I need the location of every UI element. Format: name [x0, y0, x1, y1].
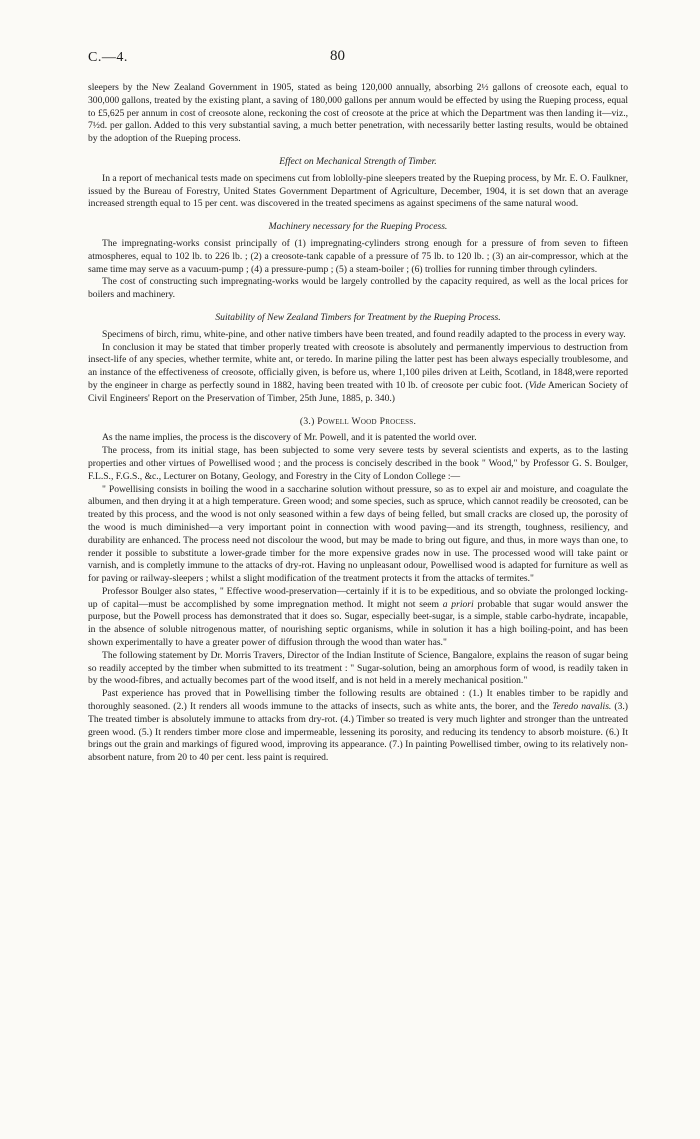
section-heading-machinery: Machinery necessary for the Rueping Process.: [268, 221, 448, 233]
powell-paragraph-4: [88, 586, 628, 650]
powell-p6-part-b: (3.) The treated timber is absolutely immune to attacks from dry-rot. (4.) Timber so treated is very much lighter and stronger than the untreated green wood. (5.) It renders timber more close and impermeable, lessening its porosity, and reducing its tendency to absorb moisture. (6.) It brings out the grain and markings of figured wood, improving its appearance. (7.) In painting Powellised timber, owing to its relatively non-absorbent nature, from 20 to 40 per cent. less paint is required.: [88, 701, 629, 764]
page-body: [88, 82, 628, 765]
section-heading-effect: Effect on Mechanical Strength of Timber.: [279, 155, 437, 167]
powell-paragraph-6: [88, 688, 628, 765]
intro-paragraph: sleepers by the New Zealand Government in 1905, stated as being 120,000 annually, absorbing 2½ gallons of creosote each, equal to 300,000 gallons, treated by the existing plant, a saving of 180,000 gallons per annum would be effected by using the Rueping process, equal to £5,625 per annum in cost of creosote alone, reckoning the cost of creosote at the price at which the Department was then landing it—viz., 7½d. per gallon. Added to this very substantial saving, a much better penetration, with necessarily better lasting results, would be obtained by the adoption of the Rueping process.: [88, 82, 628, 145]
machinery-paragraph-2: The cost of constructing such impregnating-works would be largely controlled by the capacity required, as well as the local prices for boilers and machinery.: [88, 276, 628, 301]
section-heading-powell: (3.) Powell Wood Process.: [299, 415, 417, 427]
suitability-paragraph-1: Specimens of birch, rimu, white-pine, and other native timbers have been treated, and found readily adapted to the process in every way.: [102, 328, 626, 340]
powell-p6-part-a: Past experience has proved that in Powellising timber the following results are obtained : (1.) It enables timber to be rapidly and thoroughly seasoned. (2.) It renders all woods immune to the attacks of insects, such as white ants, the borer, and the: [88, 688, 628, 713]
powell-p4-italic: a priori: [442, 598, 474, 610]
vide-reference: American Society of Civil Engineers' Report on the Preservation of Timber, 25th June, 1885, p. 340.): [88, 379, 629, 404]
powell-paragraph-1: As the name implies, the process is the discovery of Mr. Powell, and it is patented the world over.: [102, 432, 477, 444]
document-reference: C.—4.: [88, 50, 128, 65]
page-number: 80: [330, 48, 345, 64]
powell-quote-paragraph: " Powellising consists in boiling the wood in a saccharine solution without pressure, so as to expel air and moisture, and coagulate the albumen, and then drying it at a high temperature. Green wood; and some species, such as spruce, which cannot readily be creosoted, can be treated by this process, and the wood is not only seasoned within a few days of being felled, but small cracks are closed up, the porosity of the wood is much diminished—a very important point in connection with wood paving—and its strength, toughness, resiliency, and durability are enhanced. The process need not discolour the wood, but may be made to bring out figure, and thus, in more ways than one, to render it possible to substitute a lower-grade timber for the more expensive grades now in use. The processed wood will take paint or varnish, and is completly immune to the attacks of dry-rot. Having no unpleasant odour, Powellised wood is adapted for furniture as well as for paving or railway-sleepers ; whilst a slight modification of the treatment protects it from the attacks of termites.": [88, 483, 628, 585]
powell-p4-part-a: Professor Boulger also states, " Effective wood-preservation—certainly if it is to be expeditious, and so obviate the prolonged locking-up of capital—must be accomplished by some impregnation method. It might not seem: [88, 585, 628, 610]
powell-paragraph-2: The process, from its initial stage, has been subjected to some very severe tests by several scientists and experts, as to the lasting properties and other virtues of Powellised wood ; and the process is concisely described in the book " Wood," by Professor G. S. Boulger, F.L.S., F.G.S., &c., Lecturer on Botany, Geology, and Forestry in the City of London College :—: [88, 445, 628, 482]
powell-p4-part-b: probable that sugar would answer the purpose, but the Powell process has demonstrated that it does so. Sugar, especially beet-sugar, is a simple, stable carbo-hydrate, incapable, in the absence of soluble nitrogenous matter, of nourishing septic organisms, while in solution it has a high boiling-point, and has been shown experimentally to have a greater power of diffusion through the wood than water has.": [88, 598, 628, 649]
powell-paragraph-5: The following statement by Dr. Morris Travers, Director of the Indian Institute of Science, Bangalore, explains the reason of sugar being so readily accepted by the timber when submitted to its treatment : " Sugar-solution, being an amorphous form of wood, is readily taken in by the wood-fibres, and actually becomes part of the wood itself, and is not held in a merely mechanical position.": [88, 649, 628, 687]
suitability-paragraph-2-text: In conclusion it may be stated that timber properly treated with creosote is absolutely and permanently impervious to destruction from insect-life of any species, whether termite, white ant, or teredo. In marine piling the latter pest has been always especially troublesome, and an instance of the effectiveness of creosote, officially given, is before us, where 1,100 piles driven at Leith, Scotland, in 1848,were reported by the engineer in charge as perfectly sound in 1882, having been treated with 10 lb. of creosote per cubic foot.: [88, 341, 628, 391]
vide-reference-lead: Vide: [528, 379, 546, 391]
suitability-paragraph-2: In conclusion it may be stated that timber properly treated with creosote is absolutely and permanently impervious to destruction from insect-life of any species, whether termite, white ant, or teredo. In marine piling the latter pest has been always especially troublesome, and an instance of the effectiveness of creosote, officially given, is before us, where 1,100 piles driven at Leith, Scotland, in 1848,were reported by the engineer in charge as perfectly sound in 1882, having been treated with 10 lb. of creosote per cubic foot. (Vide American Society of Civil Engineers' Report on the Preservation of Timber, 25th June, 1885, p. 340.): [88, 341, 629, 404]
powell-p6-italic: Teredo navalis.: [552, 701, 612, 713]
effect-paragraph: In a report of mechanical tests made on specimens cut from loblolly-pine sleepers treated by the Rueping process, by Mr. E. O. Faulkner, issued by the Bureau of Forestry, United States Government Department of Agriculture, December, 1904, it is set down that an average increased strength equal to 15 per cent. was discovered in the treated specimens as against specimens of the same natural wood.: [88, 172, 628, 210]
machinery-paragraph-1: The impregnating-works consist principally of (1) impregnating-cylinders strong enough for a pressure of from seven to fifteen atmospheres, equal to 102 lb. to 226 lb. ; (2) a creosote-tank capable of a pressure of 75 lb. to 120 lb. ; (3) an air-compressor, which at the same time may serve as a vacuum-pump ; (4) a pressure-pump ; (5) a steam-boiler ; (6) trollies for running timber through cylinders.: [88, 237, 628, 275]
section-heading-suitability: Suitability of New Zealand Timbers for Treatment by the Rueping Process.: [215, 311, 501, 323]
